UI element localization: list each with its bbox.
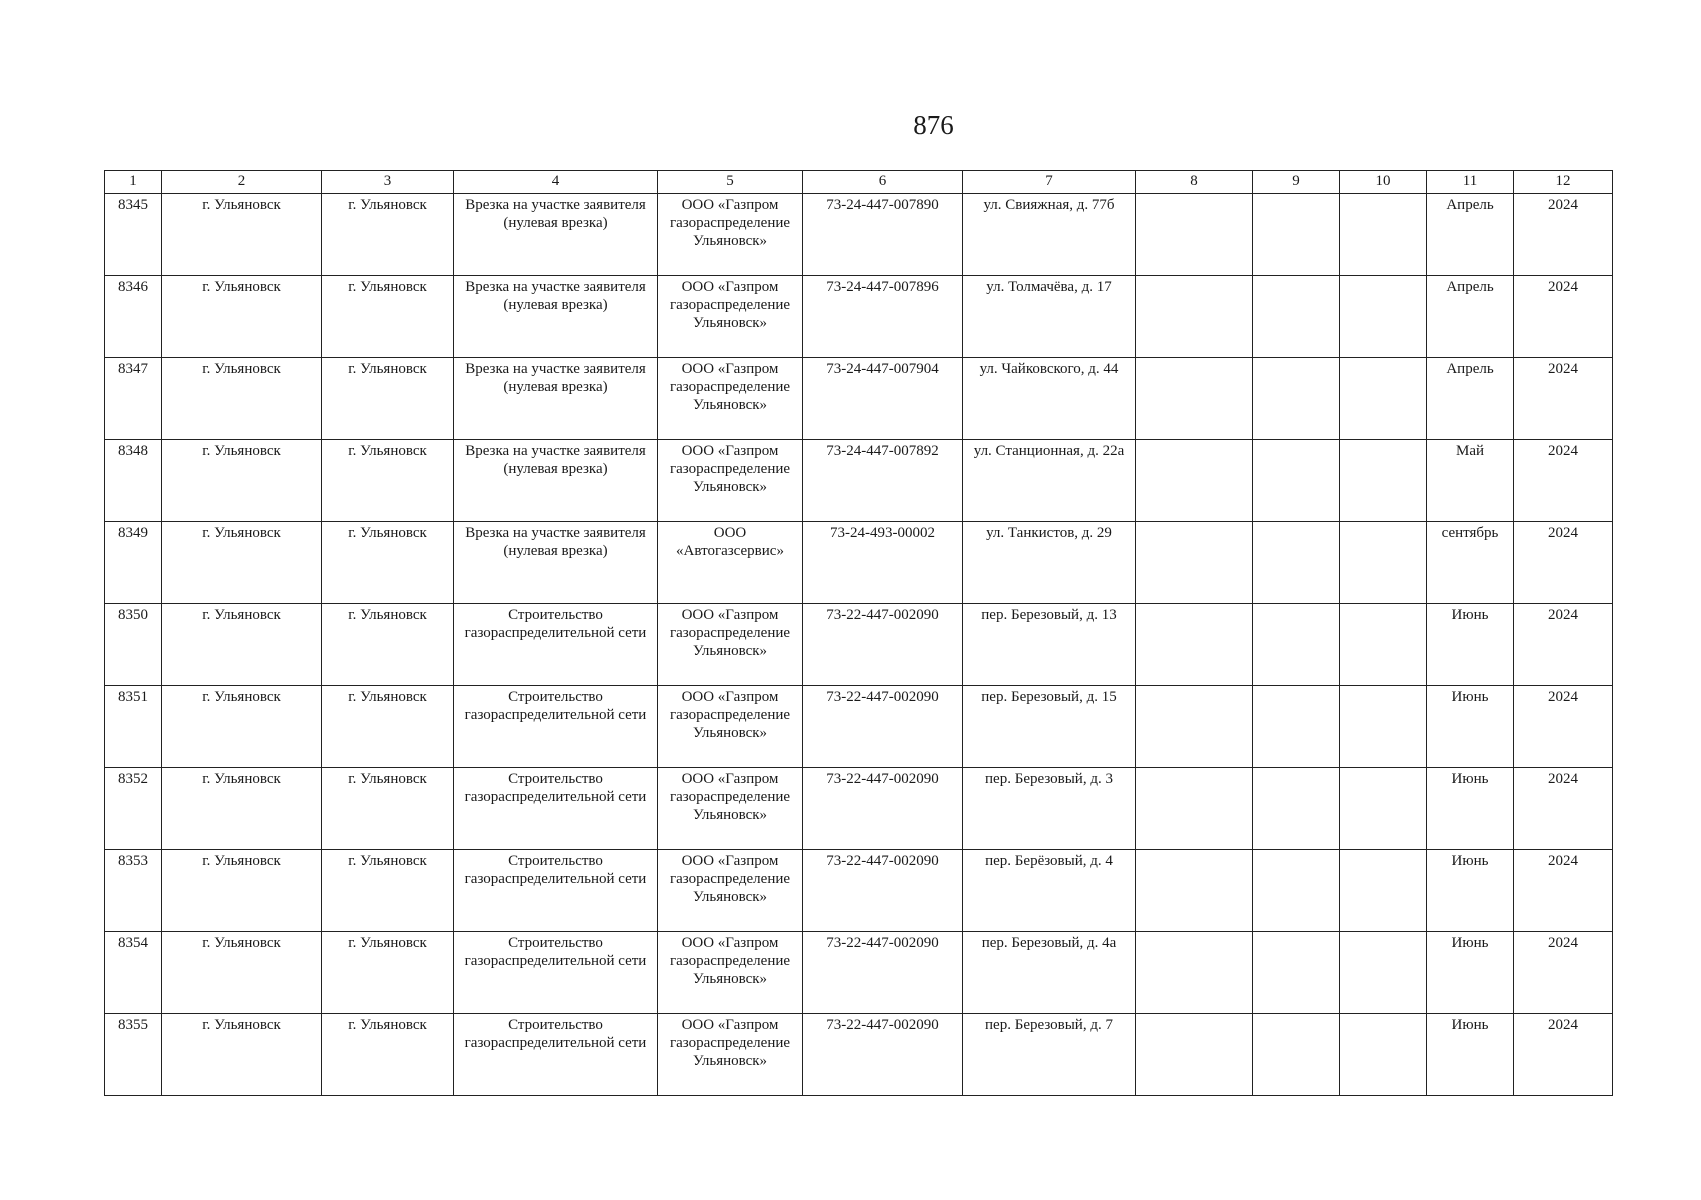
cell-record-number: 8346 — [105, 276, 162, 358]
cell-col-10 — [1340, 522, 1427, 604]
cell-col-8 — [1136, 440, 1253, 522]
cell-work-type: Врезка на участке заявителя (нулевая врезка) — [454, 440, 658, 522]
cell-settlement: г. Ульяновск — [162, 768, 322, 850]
table-row — [105, 604, 1613, 686]
cell-organization: ООО «Газпром газораспределение Ульяновск» — [658, 932, 803, 1014]
cell-address: ул. Чайковского, д. 44 — [963, 358, 1136, 440]
cell-col-8 — [1136, 768, 1253, 850]
cell-month: Июнь — [1427, 604, 1514, 686]
cell-work-type: Строительство газораспределительной сети — [454, 768, 658, 850]
cell-application-code: 73-24-493-00002 — [803, 522, 963, 604]
table-row — [105, 932, 1613, 1014]
cell-settlement: г. Ульяновск — [162, 604, 322, 686]
cell-organization: ООО «Газпром газораспределение Ульяновск» — [658, 276, 803, 358]
cell-col-10 — [1340, 358, 1427, 440]
cell-col-9 — [1253, 850, 1340, 932]
cell-record-number: 8349 — [105, 522, 162, 604]
column-header-12: 12 — [1514, 171, 1613, 194]
cell-col-9 — [1253, 686, 1340, 768]
cell-col-8 — [1136, 686, 1253, 768]
cell-organization: ООО «Газпром газораспределение Ульяновск» — [658, 1014, 803, 1096]
cell-settlement: г. Ульяновск — [162, 358, 322, 440]
cell-work-type: Строительство газораспределительной сети — [454, 932, 658, 1014]
cell-year: 2024 — [1514, 440, 1613, 522]
cell-record-number: 8352 — [105, 768, 162, 850]
cell-col-9 — [1253, 768, 1340, 850]
cell-address: пер. Березовый, д. 4а — [963, 932, 1136, 1014]
cell-record-number: 8355 — [105, 1014, 162, 1096]
column-header-11: 11 — [1427, 171, 1514, 194]
cell-settlement: г. Ульяновск — [162, 850, 322, 932]
cell-col-9 — [1253, 604, 1340, 686]
cell-work-type: Врезка на участке заявителя (нулевая врезка) — [454, 358, 658, 440]
cell-locality: г. Ульяновск — [322, 194, 454, 276]
cell-address: пер. Березовый, д. 7 — [963, 1014, 1136, 1096]
cell-month: Апрель — [1427, 194, 1514, 276]
page-number: 876 — [913, 110, 954, 140]
column-header-1: 1 — [105, 171, 162, 194]
header-row — [105, 171, 1613, 194]
cell-work-type: Строительство газораспределительной сети — [454, 686, 658, 768]
cell-settlement: г. Ульяновск — [162, 1014, 322, 1096]
cell-locality: г. Ульяновск — [322, 932, 454, 1014]
cell-locality: г. Ульяновск — [322, 276, 454, 358]
cell-address: пер. Березовый, д. 3 — [963, 768, 1136, 850]
cell-application-code: 73-22-447-002090 — [803, 768, 963, 850]
cell-col-10 — [1340, 440, 1427, 522]
cell-month: Июнь — [1427, 850, 1514, 932]
cell-col-8 — [1136, 194, 1253, 276]
cell-application-code: 73-22-447-002090 — [803, 1014, 963, 1096]
cell-organization: ООО «Газпром газораспределение Ульяновск» — [658, 604, 803, 686]
cell-col-8 — [1136, 276, 1253, 358]
cell-work-type: Врезка на участке заявителя (нулевая врезка) — [454, 276, 658, 358]
table-row — [105, 276, 1613, 358]
cell-record-number: 8347 — [105, 358, 162, 440]
cell-record-number: 8345 — [105, 194, 162, 276]
cell-organization: ООО «Газпром газораспределение Ульяновск» — [658, 768, 803, 850]
cell-address: пер. Березовый, д. 13 — [963, 604, 1136, 686]
cell-work-type: Строительство газораспределительной сети — [454, 850, 658, 932]
cell-settlement: г. Ульяновск — [162, 276, 322, 358]
cell-organization: ООО «Газпром газораспределение Ульяновск» — [658, 194, 803, 276]
table-body — [105, 194, 1613, 1096]
table-row — [105, 686, 1613, 768]
cell-year: 2024 — [1514, 276, 1613, 358]
column-header-4: 4 — [454, 171, 658, 194]
cell-col-9 — [1253, 358, 1340, 440]
column-header-10: 10 — [1340, 171, 1427, 194]
cell-col-10 — [1340, 194, 1427, 276]
cell-col-8 — [1136, 850, 1253, 932]
cell-month: Апрель — [1427, 276, 1514, 358]
cell-month: Апрель — [1427, 358, 1514, 440]
cell-col-10 — [1340, 604, 1427, 686]
cell-locality: г. Ульяновск — [322, 686, 454, 768]
cell-application-code: 73-24-447-007904 — [803, 358, 963, 440]
cell-work-type: Врезка на участке заявителя (нулевая врезка) — [454, 522, 658, 604]
cell-address: ул. Толмачёва, д. 17 — [963, 276, 1136, 358]
cell-record-number: 8353 — [105, 850, 162, 932]
cell-application-code: 73-24-447-007892 — [803, 440, 963, 522]
cell-year: 2024 — [1514, 850, 1613, 932]
cell-year: 2024 — [1514, 932, 1613, 1014]
cell-locality: г. Ульяновск — [322, 440, 454, 522]
column-header-5: 5 — [658, 171, 803, 194]
cell-col-9 — [1253, 276, 1340, 358]
cell-year: 2024 — [1514, 686, 1613, 768]
cell-year: 2024 — [1514, 604, 1613, 686]
cell-settlement: г. Ульяновск — [162, 522, 322, 604]
cell-year: 2024 — [1514, 358, 1613, 440]
cell-work-type: Врезка на участке заявителя (нулевая врезка) — [454, 194, 658, 276]
cell-application-code: 73-22-447-002090 — [803, 604, 963, 686]
cell-col-10 — [1340, 686, 1427, 768]
cell-year: 2024 — [1514, 194, 1613, 276]
cell-col-9 — [1253, 194, 1340, 276]
cell-settlement: г. Ульяновск — [162, 932, 322, 1014]
column-header-9: 9 — [1253, 171, 1340, 194]
cell-col-10 — [1340, 850, 1427, 932]
cell-year: 2024 — [1514, 522, 1613, 604]
cell-locality: г. Ульяновск — [322, 850, 454, 932]
cell-application-code: 73-24-447-007890 — [803, 194, 963, 276]
cell-col-10 — [1340, 276, 1427, 358]
cell-col-10 — [1340, 768, 1427, 850]
cell-record-number: 8354 — [105, 932, 162, 1014]
cell-col-8 — [1136, 1014, 1253, 1096]
cell-address: пер. Берёзовый, д. 4 — [963, 850, 1136, 932]
table-row — [105, 1014, 1613, 1096]
cell-address: ул. Свияжная, д. 77б — [963, 194, 1136, 276]
column-header-8: 8 — [1136, 171, 1253, 194]
cell-month: Май — [1427, 440, 1514, 522]
table-row — [105, 768, 1613, 850]
cell-application-code: 73-22-447-002090 — [803, 686, 963, 768]
cell-locality: г. Ульяновск — [322, 768, 454, 850]
table-row — [105, 522, 1613, 604]
cell-col-8 — [1136, 932, 1253, 1014]
cell-organization: ООО «Газпром газораспределение Ульяновск» — [658, 440, 803, 522]
cell-record-number: 8350 — [105, 604, 162, 686]
cell-year: 2024 — [1514, 768, 1613, 850]
cell-locality: г. Ульяновск — [322, 522, 454, 604]
cell-settlement: г. Ульяновск — [162, 440, 322, 522]
cell-col-10 — [1340, 1014, 1427, 1096]
cell-locality: г. Ульяновск — [322, 1014, 454, 1096]
cell-organization: ООО «Автогазсервис» — [658, 522, 803, 604]
column-header-2: 2 — [162, 171, 322, 194]
cell-col-8 — [1136, 358, 1253, 440]
cell-application-code: 73-22-447-002090 — [803, 850, 963, 932]
cell-address: ул. Танкистов, д. 29 — [963, 522, 1136, 604]
cell-year: 2024 — [1514, 1014, 1613, 1096]
cell-locality: г. Ульяновск — [322, 604, 454, 686]
cell-col-9 — [1253, 440, 1340, 522]
cell-month: сентябрь — [1427, 522, 1514, 604]
cell-col-9 — [1253, 932, 1340, 1014]
cell-address: ул. Станционная, д. 22а — [963, 440, 1136, 522]
cell-col-8 — [1136, 604, 1253, 686]
cell-col-9 — [1253, 522, 1340, 604]
cell-col-8 — [1136, 522, 1253, 604]
cell-month: Июнь — [1427, 932, 1514, 1014]
column-header-7: 7 — [963, 171, 1136, 194]
cell-settlement: г. Ульяновск — [162, 686, 322, 768]
table-row — [105, 194, 1613, 276]
cell-col-10 — [1340, 932, 1427, 1014]
cell-organization: ООО «Газпром газораспределение Ульяновск» — [658, 686, 803, 768]
cell-address: пер. Березовый, д. 15 — [963, 686, 1136, 768]
cell-record-number: 8348 — [105, 440, 162, 522]
cell-locality: г. Ульяновск — [322, 358, 454, 440]
cell-organization: ООО «Газпром газораспределение Ульяновск» — [658, 358, 803, 440]
table-row — [105, 440, 1613, 522]
cell-record-number: 8351 — [105, 686, 162, 768]
register-table — [104, 170, 1613, 1096]
cell-settlement: г. Ульяновск — [162, 194, 322, 276]
cell-month: Июнь — [1427, 1014, 1514, 1096]
cell-work-type: Строительство газораспределительной сети — [454, 604, 658, 686]
cell-month: Июнь — [1427, 686, 1514, 768]
cell-application-code: 73-24-447-007896 — [803, 276, 963, 358]
column-header-6: 6 — [803, 171, 963, 194]
column-header-3: 3 — [322, 171, 454, 194]
table-row — [105, 358, 1613, 440]
cell-application-code: 73-22-447-002090 — [803, 932, 963, 1014]
cell-organization: ООО «Газпром газораспределение Ульяновск» — [658, 850, 803, 932]
cell-month: Июнь — [1427, 768, 1514, 850]
table-row — [105, 850, 1613, 932]
cell-col-9 — [1253, 1014, 1340, 1096]
cell-work-type: Строительство газораспределительной сети — [454, 1014, 658, 1096]
